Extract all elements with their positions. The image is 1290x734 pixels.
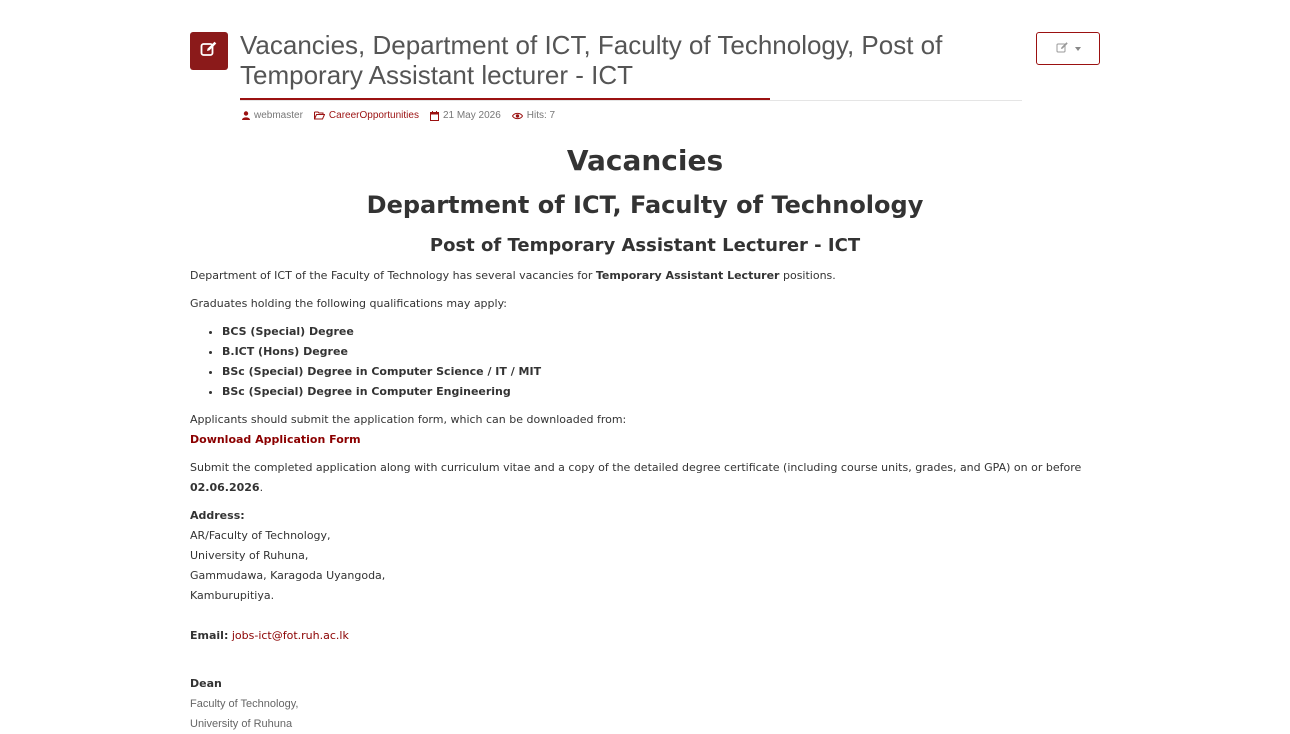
- email-block: [190, 626, 1100, 646]
- heading-vacancies: Vacancies: [566, 144, 724, 177]
- submit-paragraph: [190, 458, 1100, 498]
- eye-icon: [512, 112, 523, 120]
- list-item: • BSc (Special) Degree in Computer Engineering: [222, 382, 1100, 402]
- published-date: 21 May 2026: [442, 110, 501, 121]
- qualifications-list: [190, 322, 1100, 402]
- qualifications-intro: Graduates holding the following qualifications may apply:: [190, 297, 507, 310]
- apply-paragraph: [190, 410, 1100, 450]
- edit-icon: [1056, 39, 1069, 58]
- author-name: webmaster: [254, 110, 303, 121]
- folder-open-icon: [314, 111, 325, 120]
- signatory-line: University of Ruhuna: [190, 718, 293, 730]
- list-item: • BSc (Special) Degree in Computer Science / IT / MIT: [222, 362, 1100, 382]
- apply-text: Applicants should submit the application form, which can be downloaded from:: [190, 413, 627, 426]
- signatory-line: Faculty of Technology,: [190, 698, 299, 710]
- chevron-down-icon: [1075, 47, 1081, 51]
- address-label: Address:: [190, 509, 245, 522]
- intro-text: Department of ICT of the Faculty of Technology has several vacancies for: [190, 269, 596, 282]
- meta-category: [314, 110, 419, 121]
- edit-icon: [200, 40, 218, 62]
- email-label: Email:: [190, 629, 229, 642]
- signature-block: [190, 674, 1100, 734]
- intro-paragraph: [190, 266, 1100, 286]
- list-item: • B.ICT (Hons) Degree: [222, 342, 1100, 362]
- download-form-link[interactable]: Download Application Form: [190, 433, 361, 446]
- heading-department: Department of ICT, Faculty of Technology: [366, 191, 924, 219]
- list-item: • BCS (Special) Degree: [222, 322, 1100, 342]
- article-meta: [242, 110, 566, 121]
- signatory-title: Dean: [190, 677, 222, 690]
- deadline-date: 02.06.2026: [190, 481, 260, 494]
- intro-position: Temporary Assistant Lecturer: [595, 269, 780, 282]
- title-divider-accent: [240, 98, 770, 100]
- article-actions-dropdown[interactable]: [1036, 32, 1100, 65]
- hits-count: Hits: 7: [526, 110, 556, 121]
- calendar-icon: [430, 111, 439, 121]
- meta-author: [242, 110, 303, 121]
- address-line: AR/Faculty of Technology,: [190, 529, 331, 542]
- address-line: Gammudawa, Karagoda Uyangoda,: [190, 569, 386, 582]
- email-link[interactable]: jobs-ict@fot.ruh.ac.lk: [231, 629, 349, 642]
- category-link[interactable]: CareerOpportunities: [328, 110, 419, 121]
- address-line: University of Ruhuna,: [190, 549, 309, 562]
- title-wrap: [240, 30, 1022, 101]
- user-icon: [242, 111, 250, 120]
- meta-hits: [512, 110, 555, 121]
- title-divider: [240, 98, 1022, 101]
- intro-suffix: positions.: [779, 269, 836, 282]
- heading-post: Post of Temporary Assistant Lecturer - ICT: [429, 235, 861, 256]
- article-body: [190, 140, 1100, 734]
- page-title: Vacancies, Department of ICT, Faculty of Technology, Post of Temporary Assistant lecturer - ICT: [240, 30, 943, 90]
- meta-date: [430, 110, 501, 121]
- submit-suffix: .: [259, 481, 264, 494]
- address-block: [190, 506, 1100, 606]
- submit-text: Submit the completed application along with curriculum vitae and a copy of the detailed degree certificate (including course units, grades, and GPA) on or before: [190, 461, 1082, 474]
- address-line: Kamburupitiya.: [190, 589, 275, 602]
- article-icon-box: [190, 32, 228, 70]
